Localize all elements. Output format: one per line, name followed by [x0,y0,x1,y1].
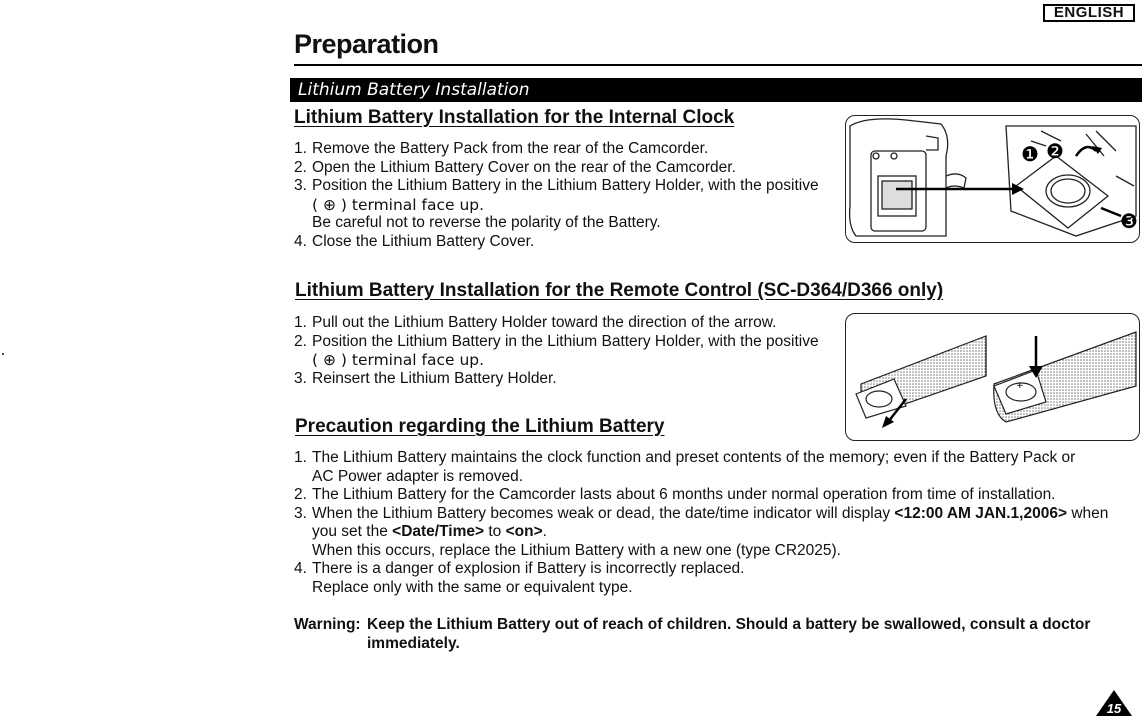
callout-3: ❸ [1120,209,1138,233]
precaution-heading: Precaution regarding the Lithium Battery [295,416,665,437]
remote-battery-illustration [845,313,1140,441]
list-item: 1. Remove the Battery Pack from the rear of the Camcorder. [294,140,709,157]
title-divider [294,64,1142,66]
camcorder-drawing [846,116,1140,243]
precaution-steps [294,449,1124,597]
internal-clock-heading: Lithium Battery Installation for the Internal Clock [294,107,735,128]
callout-2: ❷ [1046,139,1064,163]
language-badge: ENGLISH [1043,4,1135,22]
warning-label: Warning: [294,616,361,633]
svg-text:+: + [1016,381,1024,391]
list-item: 2. Open the Lithium Battery Cover on the rear of the Camcorder. [294,158,736,176]
list-item: 3. When the Lithium Battery becomes weak or dead, the date/time indicator will display <12:00 AM JAN.1,2006> when you set the <Date/Time> to <on>. When this occurs, replace the Lithium Battery with a new one (type CR2025). [294,504,1109,559]
list-item: 3. Reinsert the Lithium Battery Holder. [294,369,557,387]
page-number [1094,688,1134,718]
page-number-triangle-icon [1094,688,1134,718]
list-item: 2. Position the Lithium Battery in the Lithium Battery Holder, with the positive ( ⊕ ) terminal face up. [294,332,819,369]
warning-note [294,615,1124,653]
list-item: 4. There is a danger of explosion if Battery is incorrectly replaced. Replace only with the same or equivalent type. [294,560,745,596]
internal-clock-steps [294,140,834,251]
section-banner [290,78,1142,102]
camcorder-battery-illustration [845,115,1140,243]
date-display-value: <12:00 AM JAN.1,2006> [894,504,1068,522]
page-title: Preparation [294,29,439,59]
on-setting-ref: <on> [505,523,543,540]
page-number-text: 15 [1106,701,1122,716]
margin-mark [2,353,4,355]
list-item: 1. The Lithium Battery maintains the clock function and preset contents of the memory; even if the Battery Pack or AC Power adapter is removed. [294,449,1076,485]
warning-text: Keep the Lithium Battery out of reach of children. Should a battery be swallowed, consult a doctor immediately. [367,616,1091,652]
list-item: 2. The Lithium Battery for the Camcorder lasts about 6 months under normal operation from time of installation. [294,486,1056,503]
section-banner-label: Lithium Battery Installation [298,80,530,100]
list-item: 1. Pull out the Lithium Battery Holder toward the direction of the arrow. [294,314,777,331]
remote-control-heading: Lithium Battery Installation for the Remote Control (SC-D364/D366 only) [295,280,944,301]
remote-control-steps [294,314,834,388]
list-item: 3. Position the Lithium Battery in the Lithium Battery Holder, with the positive ( ⊕ ) terminal face up. Be careful not to reverse the polarity of the Battery. [294,177,819,231]
remote-drawing [846,314,1140,441]
callout-1: ❶ [1021,142,1039,166]
list-item: 4. Close the Lithium Battery Cover. [294,232,535,250]
date-time-menu-ref: <Date/Time> [392,523,485,540]
